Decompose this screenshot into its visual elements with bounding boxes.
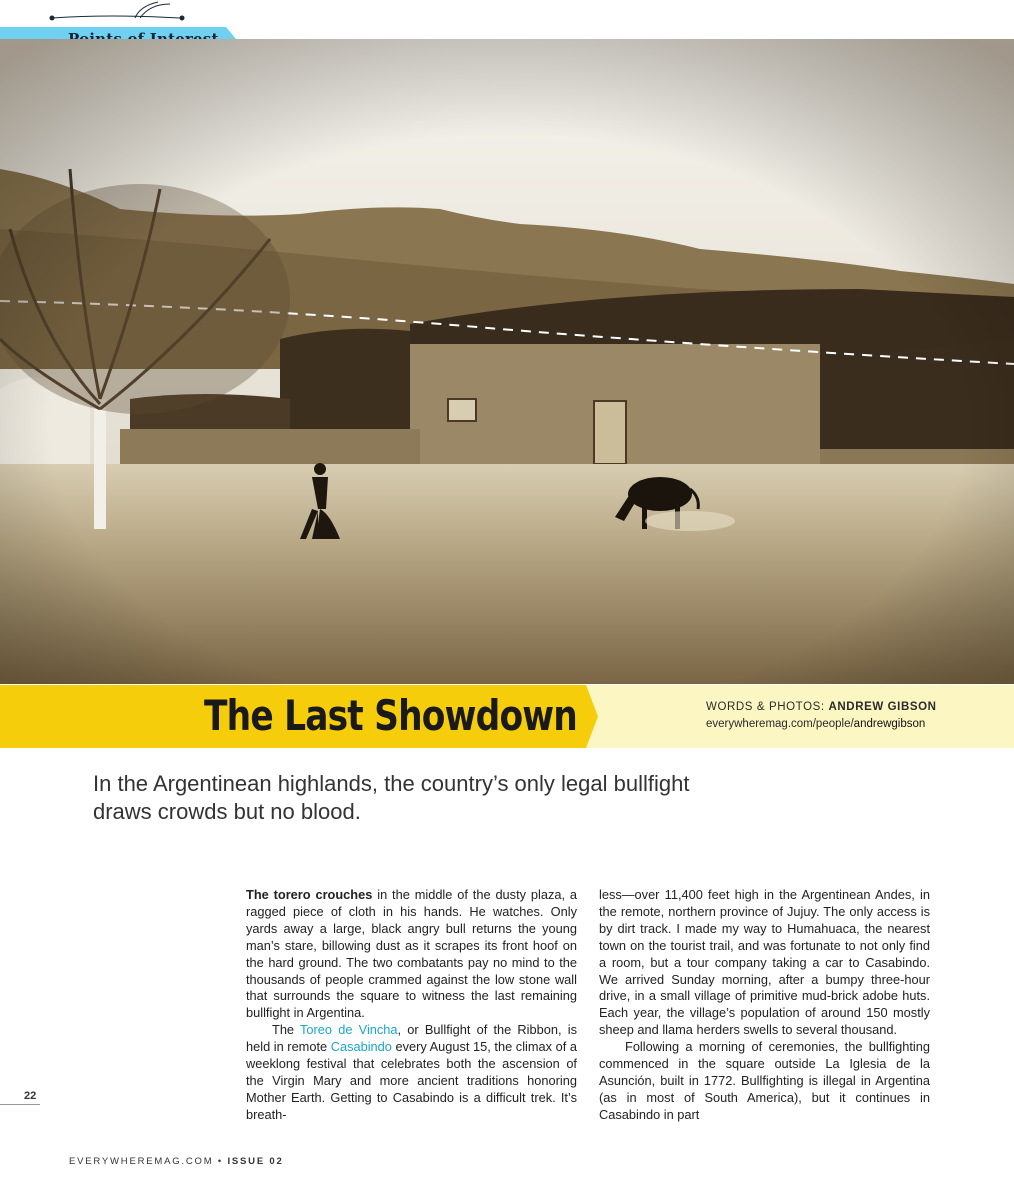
paragraph-1	[246, 887, 577, 1022]
page-number-rule	[0, 1104, 40, 1105]
paragraph-3: less—over 11,400 feet high in the Argentinean Andes, in the remote, northern province of Jujuy. The only access is by dirt track. I made my way to Humahuaca, the nearest town on the tourist trail, and was fortunate to not only find a room, but a tour company taking a car to Casabindo. We arrived Sunday morning, after a bumpy three-hour drive, in a small village of primitive mud-brick adobe huts. Each year, the village’s population of around 150 mostly sheep and llama herders swells to several thousand.	[599, 887, 930, 1038]
link-casabindo[interactable]: Casabindo	[330, 1039, 392, 1055]
byline-prefix: WORDS & PHOTOS:	[706, 701, 829, 713]
footer-issue: ISSUE 02	[227, 1156, 284, 1167]
body-column-2	[599, 887, 930, 1124]
paragraph-2-text-a: The	[272, 1022, 301, 1038]
link-toreo-de-vincha[interactable]: Toreo de Vincha	[300, 1022, 398, 1038]
author-name: ANDREW GIBSON	[828, 701, 937, 713]
paragraph-2-text-c: every August 15, the climax of a weeklong festival that celebrates both the ascension of the Virgin Mary and more ancient traditions honoring Mother Earth. Getting to Casabindo is a difficult trek. It’s breath-	[246, 1039, 577, 1122]
paragraph-1-text: in the middle of the dusty plaza, a ragged piece of cloth in his hands. He watches. Only yards away a large, black angry bull returns the young man’s stare, billowing dust as it scrapes its front hoof on the hard ground. The two combatants pay no mind to the thousands of people crammed against the low stone wall that surrounds the square to witness the last remaining bullfight in Argentina.	[246, 887, 578, 1021]
page-number: 22	[24, 1090, 37, 1102]
article-deck: In the Argentinean highlands, the country’s only legal bullfight draws crowds but no blood.	[93, 771, 690, 824]
lead-in: The torero crouches	[246, 887, 373, 902]
paragraph-4: Following a morning of ceremonies, the bullfighting commenced in the square outside La Iglesia de la Asunción, built in 1772. Bullfighting is illegal in Argentina (as in most of South America), but it continues in Casabindo in part	[599, 1039, 930, 1122]
article-title: The Last Showdown	[203, 691, 578, 740]
url-handle: andrewgibson	[853, 718, 926, 730]
footer-separator: •	[213, 1156, 228, 1167]
body-column-1	[246, 887, 577, 1124]
author-url[interactable]	[706, 718, 925, 730]
paragraph-2	[246, 1022, 577, 1123]
paragraph-2-text-b: , or Bullfight of the Ribbon, is held in remote	[246, 1022, 577, 1055]
byline	[706, 701, 937, 713]
bullfight-photo	[0, 39, 1014, 684]
footer-site: EVERYWHEREMAG.COM	[69, 1156, 214, 1167]
footer	[69, 1156, 284, 1167]
url-base: everywheremag.com/people/	[706, 718, 854, 730]
